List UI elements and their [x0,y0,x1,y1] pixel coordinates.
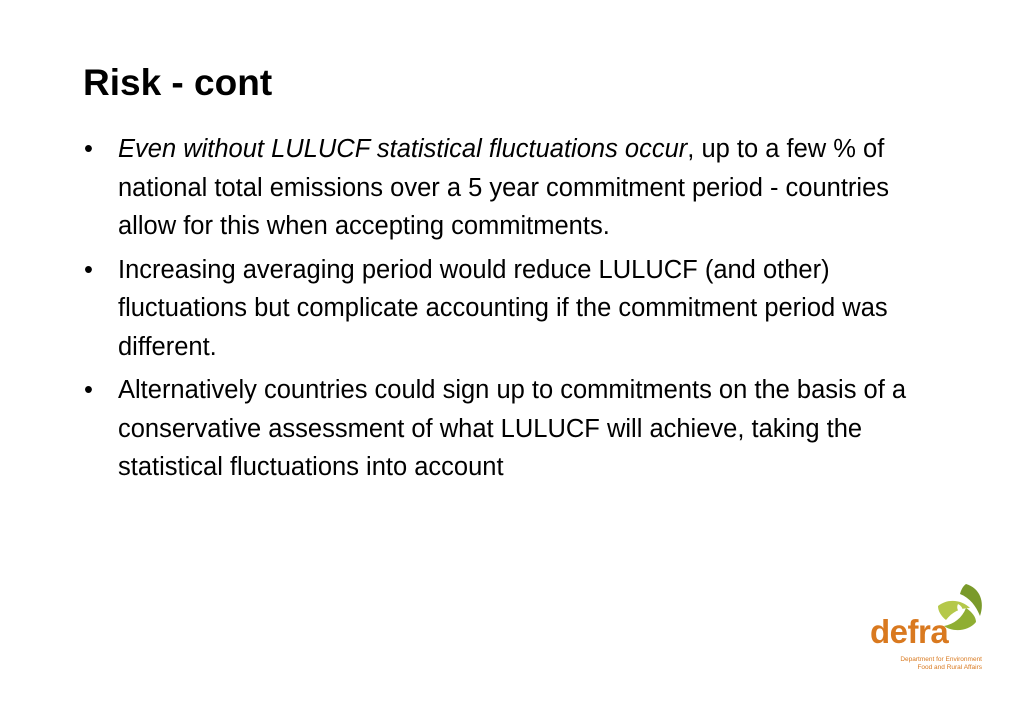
bullet-marker: • [84,135,93,163]
defra-tagline [870,656,982,672]
slide-title: Risk - cont [83,62,273,103]
defra-tagline-line2: Food and Rural Affairs [917,664,982,671]
bullet-marker: • [84,255,93,284]
bullet-item [84,130,944,246]
bullet-text: , up to a few % of national total emissions over a 5 year commitment period - countries allow for this when accepting commitments. [118,135,890,240]
bullet-emphasis-text: Even without LULUCF statistical fluctuations occur [118,135,688,163]
defra-wordmark: defra [870,613,949,650]
bullet-marker: • [84,376,93,404]
bullet-item [84,371,944,487]
bullet-text: Increasing averaging period would reduce LULUCF (and other) fluctuations but complicate accounting if the commitment period was different. [118,255,888,361]
bullet-item [84,251,944,367]
defra-tagline-line1: Department for Environment [900,656,982,663]
defra-logo [866,582,986,678]
bullet-text: Alternatively countries could sign up to commitments on the basis of a conservative assessment of what LULUCF will achieve, taking the statistical fluctuations into account [118,376,907,481]
bullet-list [84,130,944,492]
